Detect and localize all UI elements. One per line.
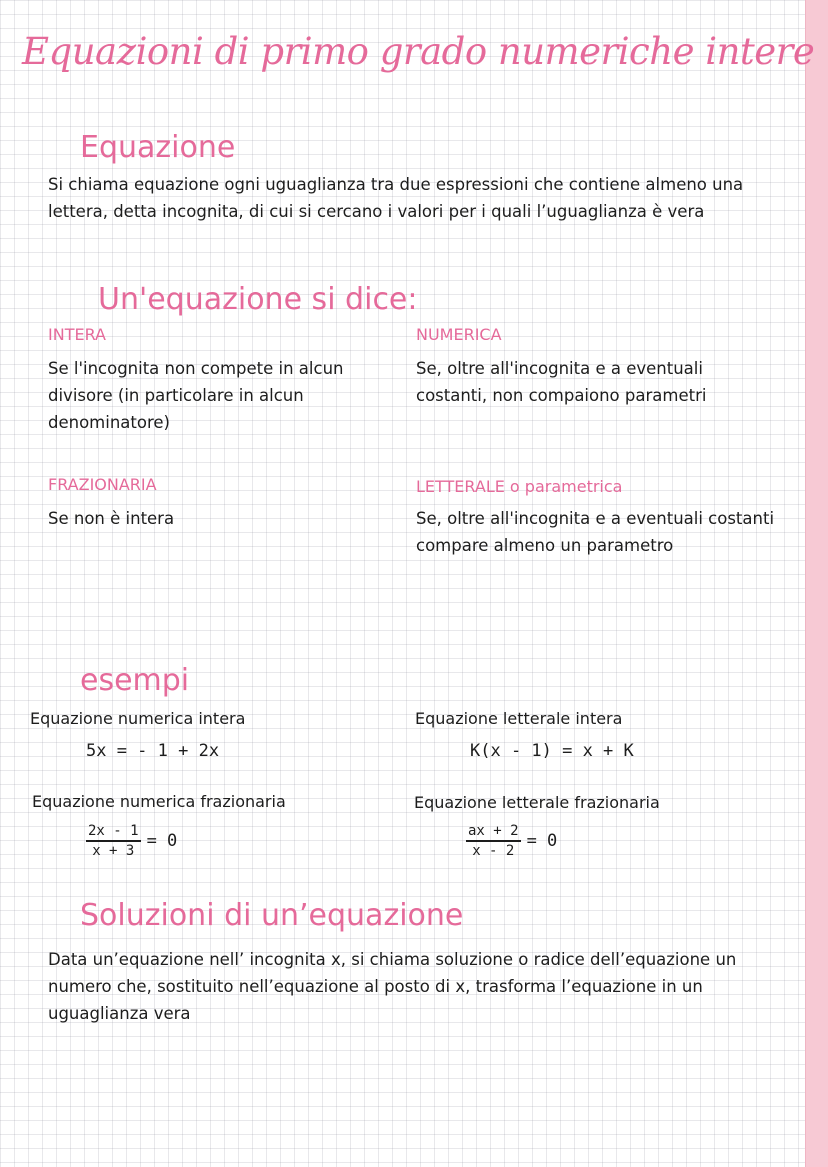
- fraction-equals: = 0: [526, 831, 558, 851]
- margin-strip: [805, 0, 828, 1167]
- formula-numerica-frazionaria: [86, 823, 177, 859]
- text-numerica: Se, oltre all'incognita e a eventuali costanti, non compaiono parametri: [416, 359, 707, 405]
- text-letterale: Se, oltre all'incognita e a eventuali costanti compare almeno un parametro: [416, 509, 775, 555]
- formula-numerica-intera: 5x = - 1 + 2x: [86, 741, 220, 761]
- formula-letterale-intera: K(x - 1) = x + K: [470, 741, 634, 761]
- label-numerica-frazionaria: Equazione numerica frazionaria: [32, 792, 286, 811]
- formula-letterale-frazionaria: [466, 823, 557, 859]
- fraction: [86, 823, 141, 859]
- fraction-equals: = 0: [146, 831, 178, 851]
- label-frazionaria: FRAZIONARIA: [48, 475, 157, 494]
- label-letterale-frazionaria: Equazione letterale frazionaria: [414, 793, 660, 812]
- page-title: Equazioni di primo grado numeriche intere: [22, 30, 815, 73]
- label-numerica-intera: Equazione numerica intera: [30, 709, 246, 728]
- fraction: [466, 823, 521, 859]
- label-numerica: NUMERICA: [416, 325, 502, 344]
- label-intera: INTERA: [48, 325, 106, 344]
- fraction-numerator: 2x - 1: [86, 823, 141, 842]
- label-letterale: LETTERALE o parametrica: [416, 477, 623, 496]
- fraction-denominator: x - 2: [472, 843, 515, 859]
- definition-equazione: Si chiama equazione ogni uguaglianza tra due espressioni che contiene almeno una lettera, detta incognita, di cui si cercano i valori per i quali l’uguaglianza è vera: [48, 175, 744, 221]
- heading-soluzioni: Soluzioni di un’equazione: [80, 898, 464, 933]
- heading-equazione: Equazione: [80, 130, 236, 165]
- fraction-denominator: x + 3: [92, 843, 135, 859]
- text-frazionaria: Se non è intera: [48, 509, 175, 528]
- text-intera: Se l'incognita non compete in alcun divisore (in particolare in alcun denominatore): [48, 359, 344, 432]
- fraction-numerator: ax + 2: [466, 823, 521, 842]
- heading-si-dice: Un'equazione si dice:: [98, 282, 418, 317]
- definition-soluzioni: Data un’equazione nell’ incognita x, si chiama soluzione o radice dell’equazione un numero che, sostituito nell’equazione al posto di x, trasforma l’equazione in un uguaglianza vera: [48, 950, 737, 1023]
- label-letterale-intera: Equazione letterale intera: [415, 709, 623, 728]
- heading-esempi: esempi: [80, 663, 190, 698]
